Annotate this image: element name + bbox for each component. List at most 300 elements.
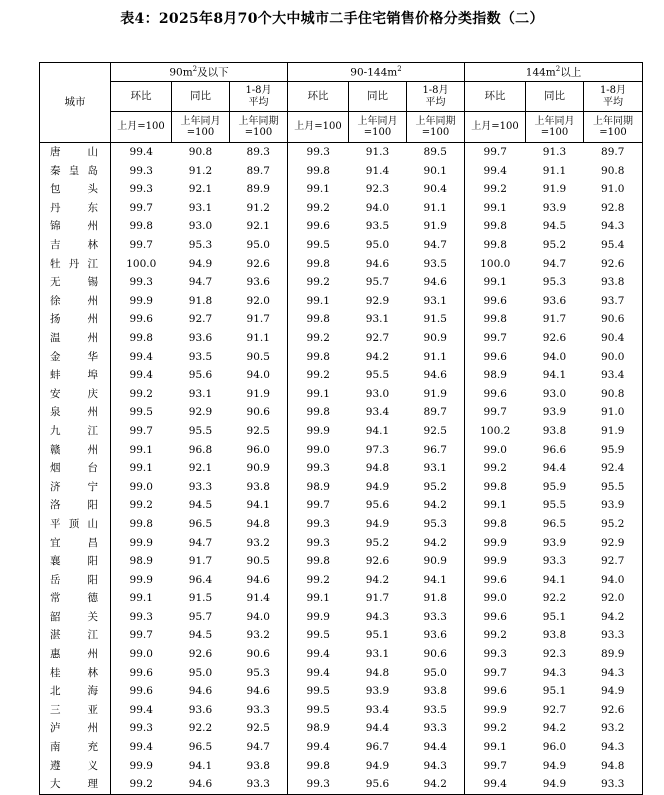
table-row bbox=[40, 348, 643, 367]
index-value: 99.9 bbox=[129, 294, 153, 307]
index-value: 92.9 bbox=[188, 406, 213, 419]
index-value: 91.5 bbox=[188, 592, 213, 605]
index-value: 95.5 bbox=[188, 424, 213, 437]
index-value: 99.4 bbox=[129, 741, 153, 754]
index-value: 99.1 bbox=[129, 443, 153, 456]
index-value: 96.0 bbox=[230, 441, 288, 460]
index-value: 93.9 bbox=[584, 496, 643, 515]
index-value: 93.5 bbox=[407, 701, 465, 720]
base-mom: 上月=100 bbox=[111, 112, 172, 143]
index-value: 94.8 bbox=[230, 515, 288, 534]
index-value: 96.7 bbox=[407, 441, 465, 460]
index-value: 95.3 bbox=[407, 515, 465, 534]
index-value: 95.5 bbox=[584, 478, 643, 497]
index-value: 92.7 bbox=[188, 313, 213, 326]
index-value: 93.4 bbox=[584, 366, 643, 385]
index-value: 99.3 bbox=[129, 722, 153, 735]
index-value: 92.6 bbox=[542, 331, 567, 344]
index-value: 94.1 bbox=[230, 496, 288, 515]
index-value: 89.3 bbox=[230, 143, 288, 162]
table-row bbox=[40, 441, 643, 460]
index-value: 91.1 bbox=[230, 329, 288, 348]
index-value: 91.7 bbox=[230, 310, 288, 329]
index-value: 95.2 bbox=[407, 478, 465, 497]
index-value: 99.2 bbox=[306, 331, 330, 344]
table-row bbox=[40, 422, 643, 441]
index-value: 94.9 bbox=[365, 517, 390, 530]
index-value: 89.9 bbox=[230, 180, 288, 199]
index-value: 99.5 bbox=[306, 703, 330, 716]
city-name: 济宁 bbox=[40, 478, 111, 497]
col-yoy: 同比 bbox=[526, 82, 584, 112]
index-value: 99.3 bbox=[306, 462, 330, 475]
index-value: 96.6 bbox=[542, 443, 567, 456]
index-value: 93.3 bbox=[542, 555, 567, 568]
index-value: 89.7 bbox=[407, 403, 465, 422]
index-value: 99.0 bbox=[483, 592, 507, 605]
index-value: 99.2 bbox=[483, 722, 507, 735]
index-value: 93.3 bbox=[407, 719, 465, 738]
table-row bbox=[40, 533, 643, 552]
index-value: 92.3 bbox=[542, 648, 567, 661]
city-name: 无锡 bbox=[40, 273, 111, 292]
index-value: 91.4 bbox=[230, 589, 288, 608]
base-yoy: 上年同月 =100 bbox=[172, 112, 230, 143]
index-value: 90.4 bbox=[584, 329, 643, 348]
index-value: 92.5 bbox=[407, 422, 465, 441]
group-header-small: $90m^2$及以下 bbox=[111, 63, 288, 82]
index-value: 91.7 bbox=[188, 555, 213, 568]
index-value: 94.3 bbox=[584, 217, 643, 236]
index-value: 95.9 bbox=[542, 480, 567, 493]
city-name: 烟台 bbox=[40, 459, 111, 478]
index-value: 99.5 bbox=[306, 685, 330, 698]
index-value: 96.5 bbox=[188, 517, 213, 530]
index-value: 92.1 bbox=[188, 462, 213, 475]
city-name: 湛江 bbox=[40, 626, 111, 645]
index-value: 99.6 bbox=[306, 220, 330, 233]
index-value: 99.2 bbox=[483, 183, 507, 196]
city-header: 城市 bbox=[40, 63, 111, 143]
index-value: 93.5 bbox=[188, 350, 213, 363]
city-name: 安庆 bbox=[40, 385, 111, 404]
index-value: 95.5 bbox=[365, 369, 390, 382]
index-value: 94.4 bbox=[365, 722, 390, 735]
index-value: 99.2 bbox=[129, 387, 153, 400]
index-value: 90.8 bbox=[584, 162, 643, 181]
index-value: 91.5 bbox=[407, 310, 465, 329]
index-value: 99.7 bbox=[129, 239, 153, 252]
index-value: 99.8 bbox=[129, 331, 153, 344]
index-value: 93.0 bbox=[188, 220, 213, 233]
index-value: 99.5 bbox=[306, 629, 330, 642]
index-value: 94.7 bbox=[407, 236, 465, 255]
index-value: 94.8 bbox=[365, 666, 390, 679]
city-name: 北海 bbox=[40, 682, 111, 701]
index-value: 94.9 bbox=[526, 775, 584, 794]
city-name: 大理 bbox=[40, 775, 111, 794]
index-value: 99.9 bbox=[129, 759, 153, 772]
table-row bbox=[40, 273, 643, 292]
index-value: 91.1 bbox=[407, 348, 465, 367]
index-value: 99.9 bbox=[483, 555, 507, 568]
base-mom: 上月=100 bbox=[288, 112, 349, 143]
index-value: 91.8 bbox=[407, 589, 465, 608]
index-value: 94.2 bbox=[407, 775, 465, 794]
index-value: 94.6 bbox=[365, 257, 390, 270]
index-value: 99.2 bbox=[483, 629, 507, 642]
index-value: 92.3 bbox=[365, 183, 390, 196]
index-value: 99.8 bbox=[483, 480, 507, 493]
index-value: 93.1 bbox=[365, 648, 390, 661]
index-value: 99.4 bbox=[306, 666, 330, 679]
index-value: 99.6 bbox=[483, 350, 507, 363]
city-name: 徐州 bbox=[40, 292, 111, 311]
index-value: 96.0 bbox=[542, 741, 567, 754]
index-value: 91.7 bbox=[542, 313, 567, 326]
index-value: 99.1 bbox=[483, 741, 507, 754]
index-value: 99.8 bbox=[306, 406, 330, 419]
index-value: 99.8 bbox=[483, 313, 507, 326]
index-value: 94.9 bbox=[542, 759, 567, 772]
index-value: 93.3 bbox=[230, 701, 288, 720]
index-value: 93.1 bbox=[407, 292, 465, 311]
index-value: 99.1 bbox=[483, 499, 507, 512]
index-value: 93.5 bbox=[365, 220, 390, 233]
index-value: 92.9 bbox=[584, 533, 643, 552]
index-value: 90.9 bbox=[230, 459, 288, 478]
index-value: 94.6 bbox=[230, 682, 288, 701]
index-value: 94.4 bbox=[407, 738, 465, 757]
col-yoy: 同比 bbox=[172, 82, 230, 112]
index-value: 89.7 bbox=[230, 162, 288, 181]
index-value: 93.8 bbox=[407, 682, 465, 701]
index-value: 99.9 bbox=[306, 424, 330, 437]
index-value: 99.3 bbox=[129, 610, 153, 623]
city-name: 蚌埠 bbox=[40, 366, 111, 385]
index-value: 99.3 bbox=[129, 276, 153, 289]
index-value: 93.5 bbox=[407, 255, 465, 274]
index-value: 93.6 bbox=[230, 273, 288, 292]
table-row bbox=[40, 775, 643, 794]
base-yoy: 上年同月 =100 bbox=[349, 112, 407, 143]
index-value: 91.9 bbox=[230, 385, 288, 404]
index-value: 95.6 bbox=[349, 775, 407, 794]
index-value: 92.6 bbox=[584, 701, 643, 720]
city-name: 唐山 bbox=[40, 143, 111, 162]
city-name: 宜昌 bbox=[40, 533, 111, 552]
index-value: 93.9 bbox=[542, 201, 567, 214]
index-value: 92.7 bbox=[365, 331, 390, 344]
index-value: 99.4 bbox=[465, 775, 526, 794]
index-value: 92.7 bbox=[542, 703, 567, 716]
index-value: 95.7 bbox=[365, 276, 390, 289]
index-value: 90.5 bbox=[230, 348, 288, 367]
index-value: 94.6 bbox=[172, 775, 230, 794]
index-value: 99.4 bbox=[306, 741, 330, 754]
table-row bbox=[40, 255, 643, 274]
index-value: 95.0 bbox=[230, 236, 288, 255]
index-value: 99.1 bbox=[306, 294, 330, 307]
city-name: 秦皇岛 bbox=[40, 162, 111, 181]
table-row bbox=[40, 385, 643, 404]
index-value: 94.5 bbox=[542, 220, 567, 233]
index-value: 99.1 bbox=[129, 592, 153, 605]
index-value: 93.1 bbox=[188, 387, 213, 400]
index-value: 93.3 bbox=[407, 608, 465, 627]
index-value: 94.9 bbox=[584, 682, 643, 701]
base-yoy: 上年同月 =100 bbox=[526, 112, 584, 143]
city-name: 温州 bbox=[40, 329, 111, 348]
index-value: 96.5 bbox=[188, 741, 213, 754]
index-value: 95.1 bbox=[542, 685, 567, 698]
index-value: 94.1 bbox=[188, 759, 213, 772]
index-value: 94.8 bbox=[365, 462, 390, 475]
index-value: 90.9 bbox=[407, 329, 465, 348]
index-value: 99.7 bbox=[129, 424, 153, 437]
index-value: 99.8 bbox=[129, 517, 153, 530]
group-header-medium: $90-144m^2$ bbox=[288, 63, 465, 82]
index-value: 99.8 bbox=[306, 313, 330, 326]
index-value: 92.5 bbox=[230, 422, 288, 441]
index-value: 99.6 bbox=[483, 387, 507, 400]
index-value: 94.5 bbox=[188, 499, 213, 512]
index-value: 99.7 bbox=[483, 146, 507, 159]
index-value: 99.9 bbox=[129, 536, 153, 549]
index-value: 94.3 bbox=[542, 666, 567, 679]
table-row bbox=[40, 515, 643, 534]
index-value: 90.8 bbox=[584, 385, 643, 404]
index-value: 99.4 bbox=[306, 648, 330, 661]
index-value: 93.4 bbox=[365, 703, 390, 716]
city-name: 岳阳 bbox=[40, 571, 111, 590]
index-value: 93.0 bbox=[542, 387, 567, 400]
index-value: 92.5 bbox=[230, 719, 288, 738]
table-row bbox=[40, 329, 643, 348]
city-name: 襄阳 bbox=[40, 552, 111, 571]
index-value: 93.1 bbox=[365, 313, 390, 326]
index-value: 91.9 bbox=[542, 183, 567, 196]
index-value: 99.8 bbox=[306, 350, 330, 363]
city-name: 韶关 bbox=[40, 608, 111, 627]
index-value: 94.8 bbox=[584, 757, 643, 776]
index-value: 99.2 bbox=[306, 276, 330, 289]
city-name: 桂林 bbox=[40, 664, 111, 683]
index-value: 94.0 bbox=[365, 201, 390, 214]
index-value: 91.2 bbox=[188, 164, 213, 177]
index-value: 99.8 bbox=[129, 220, 153, 233]
table-row bbox=[40, 496, 643, 515]
index-value: 99.2 bbox=[111, 775, 172, 794]
city-name: 吉林 bbox=[40, 236, 111, 255]
index-value: 93.8 bbox=[230, 478, 288, 497]
index-value: 89.5 bbox=[407, 143, 465, 162]
index-value: 94.2 bbox=[365, 350, 390, 363]
city-name: 金华 bbox=[40, 348, 111, 367]
table-row bbox=[40, 366, 643, 385]
index-value: 94.1 bbox=[542, 369, 567, 382]
index-value: 99.7 bbox=[306, 499, 330, 512]
city-name: 洛阳 bbox=[40, 496, 111, 515]
index-value: 95.1 bbox=[542, 610, 567, 623]
index-value: 99.3 bbox=[306, 536, 330, 549]
table-row bbox=[40, 217, 643, 236]
index-value: 94.2 bbox=[584, 608, 643, 627]
index-value: 90.9 bbox=[407, 552, 465, 571]
index-value: 93.8 bbox=[584, 273, 643, 292]
col-avg: 1-8月 平均 bbox=[584, 82, 643, 112]
index-value: 94.7 bbox=[188, 276, 213, 289]
index-value: 93.1 bbox=[188, 201, 213, 214]
index-value: 94.1 bbox=[407, 571, 465, 590]
index-value: 92.2 bbox=[542, 592, 567, 605]
index-value: 99.4 bbox=[129, 146, 153, 159]
index-value: 99.6 bbox=[129, 666, 153, 679]
index-value: 99.5 bbox=[129, 406, 153, 419]
table-row bbox=[40, 236, 643, 255]
index-value: 99.6 bbox=[483, 685, 507, 698]
index-value: 99.7 bbox=[129, 201, 153, 214]
index-value: 95.3 bbox=[230, 664, 288, 683]
index-value: 92.1 bbox=[230, 217, 288, 236]
table-row bbox=[40, 403, 643, 422]
table-row bbox=[40, 571, 643, 590]
city-name: 锦州 bbox=[40, 217, 111, 236]
table-row bbox=[40, 738, 643, 757]
index-value: 99.0 bbox=[306, 443, 330, 456]
table-row bbox=[40, 719, 643, 738]
index-value: 94.1 bbox=[365, 424, 390, 437]
index-value: 99.0 bbox=[129, 480, 153, 493]
table-row bbox=[40, 162, 643, 181]
index-value: 99.2 bbox=[306, 573, 330, 586]
index-value: 92.6 bbox=[188, 648, 213, 661]
index-value: 94.1 bbox=[542, 573, 567, 586]
index-value: 99.1 bbox=[306, 592, 330, 605]
index-value: 99.7 bbox=[129, 629, 153, 642]
group-header-large: $144m^2$以上 bbox=[465, 63, 643, 82]
table-row bbox=[40, 310, 643, 329]
index-value: 94.7 bbox=[230, 738, 288, 757]
city-name: 平顶山 bbox=[40, 515, 111, 534]
index-value: 93.2 bbox=[230, 533, 288, 552]
col-yoy: 同比 bbox=[349, 82, 407, 112]
col-mom: 环比 bbox=[288, 82, 349, 112]
index-value: 99.8 bbox=[483, 517, 507, 530]
table-row bbox=[40, 199, 643, 218]
city-name: 包头 bbox=[40, 180, 111, 199]
index-value: 89.9 bbox=[584, 645, 643, 664]
index-value: 99.4 bbox=[483, 164, 507, 177]
index-value: 94.3 bbox=[584, 664, 643, 683]
index-value: 94.2 bbox=[365, 573, 390, 586]
index-value: 99.1 bbox=[129, 462, 153, 475]
index-value: 93.3 bbox=[230, 775, 288, 794]
index-value: 99.4 bbox=[129, 703, 153, 716]
index-value: 93.0 bbox=[365, 387, 390, 400]
index-value: 93.3 bbox=[188, 480, 213, 493]
index-value: 94.7 bbox=[188, 536, 213, 549]
index-value: 95.5 bbox=[542, 499, 567, 512]
index-value: 99.9 bbox=[483, 536, 507, 549]
city-name: 扬州 bbox=[40, 310, 111, 329]
city-name: 三亚 bbox=[40, 701, 111, 720]
index-value: 93.8 bbox=[542, 629, 567, 642]
index-value: 99.4 bbox=[129, 369, 153, 382]
index-value: 99.1 bbox=[483, 201, 507, 214]
table-row bbox=[40, 180, 643, 199]
index-value: 93.6 bbox=[407, 626, 465, 645]
index-value: 92.0 bbox=[230, 292, 288, 311]
index-value: 93.9 bbox=[365, 685, 390, 698]
index-value: 95.7 bbox=[188, 610, 213, 623]
city-name: 南充 bbox=[40, 738, 111, 757]
table-row bbox=[40, 459, 643, 478]
table-row bbox=[40, 552, 643, 571]
index-value: 94.6 bbox=[230, 571, 288, 590]
index-value: 99.9 bbox=[483, 703, 507, 716]
index-value: 99.3 bbox=[483, 648, 507, 661]
index-value: 92.1 bbox=[188, 183, 213, 196]
index-value: 100.2 bbox=[480, 424, 511, 437]
index-value: 99.5 bbox=[306, 239, 330, 252]
index-value: 99.1 bbox=[306, 387, 330, 400]
index-value: 91.9 bbox=[407, 385, 465, 404]
index-value: 99.3 bbox=[288, 775, 349, 794]
index-value: 95.2 bbox=[365, 536, 390, 549]
index-value: 91.1 bbox=[542, 164, 567, 177]
index-value: 99.4 bbox=[129, 350, 153, 363]
index-value: 99.8 bbox=[306, 555, 330, 568]
index-value: 99.8 bbox=[306, 164, 330, 177]
index-value: 95.3 bbox=[542, 276, 567, 289]
index-value: 90.4 bbox=[407, 180, 465, 199]
index-value: 99.0 bbox=[483, 443, 507, 456]
index-value: 90.8 bbox=[188, 146, 213, 159]
index-value: 93.3 bbox=[584, 626, 643, 645]
index-value: 93.9 bbox=[542, 536, 567, 549]
index-value: 91.0 bbox=[584, 180, 643, 199]
index-value: 99.6 bbox=[129, 685, 153, 698]
table-row bbox=[40, 664, 643, 683]
index-value: 90.6 bbox=[584, 310, 643, 329]
index-value: 94.2 bbox=[542, 722, 567, 735]
index-value: 92.2 bbox=[188, 722, 213, 735]
index-value: 93.8 bbox=[542, 424, 567, 437]
index-value: 96.8 bbox=[188, 443, 213, 456]
city-name: 九江 bbox=[40, 422, 111, 441]
index-value: 96.4 bbox=[188, 573, 213, 586]
index-value: 99.6 bbox=[483, 573, 507, 586]
index-value: 95.2 bbox=[542, 239, 567, 252]
table-row bbox=[40, 682, 643, 701]
index-value: 92.6 bbox=[584, 255, 643, 274]
table-row bbox=[40, 292, 643, 311]
table-row bbox=[40, 757, 643, 776]
index-value: 99.7 bbox=[483, 666, 507, 679]
index-value: 95.1 bbox=[365, 629, 390, 642]
index-value: 95.0 bbox=[365, 239, 390, 252]
index-value: 92.9 bbox=[365, 294, 390, 307]
base-avg: 上年同期 =100 bbox=[584, 112, 643, 143]
index-value: 94.5 bbox=[188, 629, 213, 642]
index-value: 94.0 bbox=[230, 366, 288, 385]
index-value: 93.3 bbox=[584, 775, 643, 794]
index-value: 99.6 bbox=[483, 610, 507, 623]
index-value: 91.8 bbox=[188, 294, 213, 307]
index-value: 93.6 bbox=[188, 331, 213, 344]
table-row bbox=[40, 478, 643, 497]
